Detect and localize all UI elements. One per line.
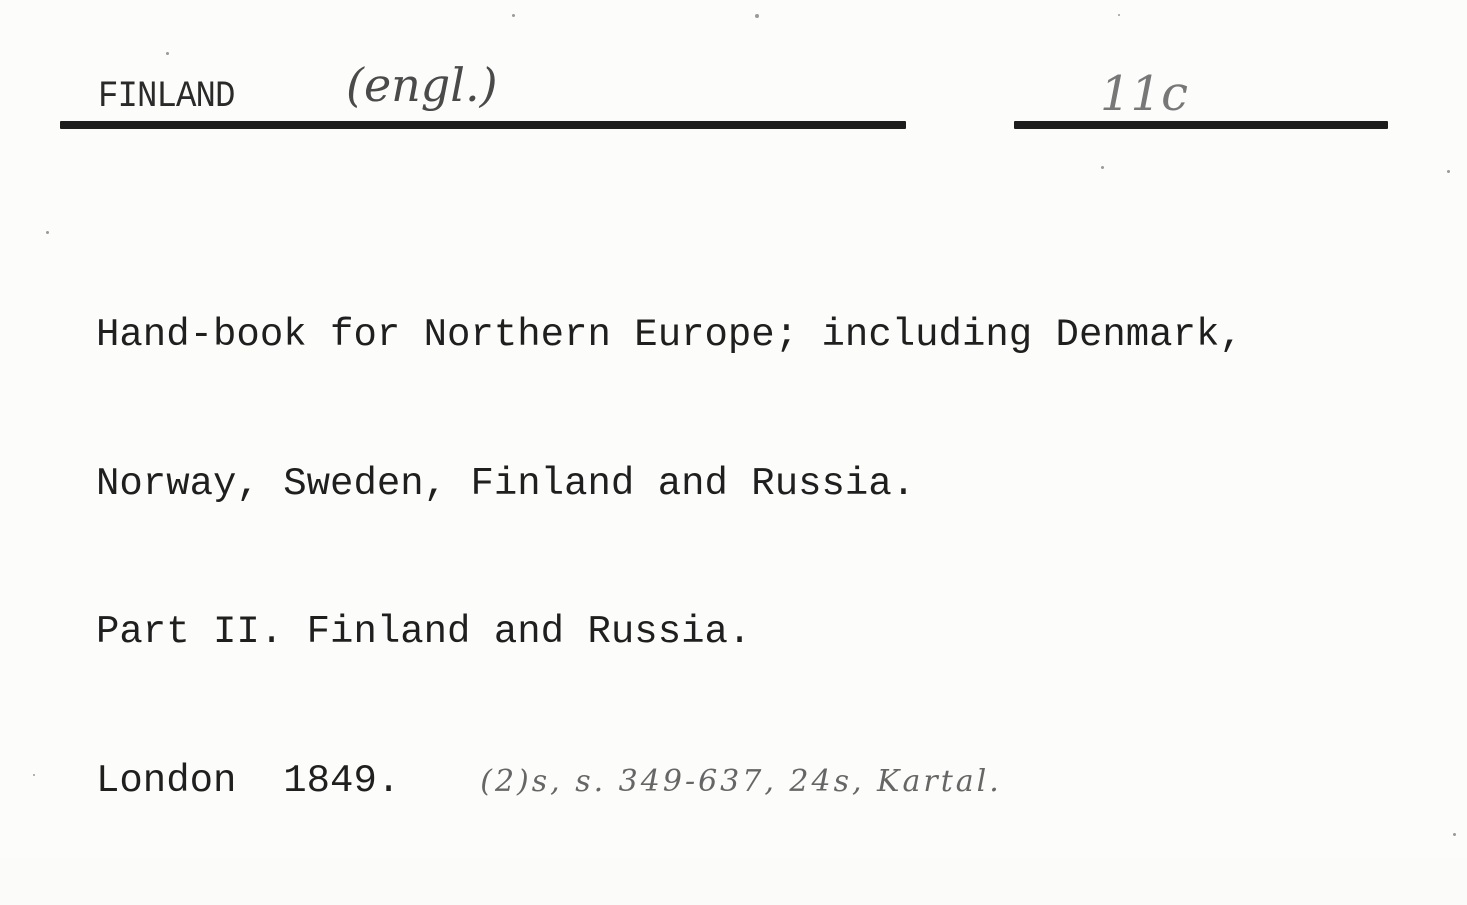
paper-speck	[512, 14, 515, 17]
imprint-row	[96, 757, 1243, 807]
heading-rule	[60, 121, 906, 129]
imprint: London 1849.	[96, 758, 401, 803]
card-heading: FINLAND	[98, 76, 235, 118]
paper-speck	[1453, 833, 1456, 836]
bibliographic-entry	[96, 212, 1243, 905]
paper-speck	[33, 774, 35, 776]
paper-speck	[46, 231, 49, 234]
handwritten-call-number: 11c	[1100, 66, 1188, 122]
paper-speck	[1101, 166, 1104, 169]
title-line: Norway, Sweden, Finland and Russia.	[96, 461, 916, 506]
title-line: Part II. Finland and Russia.	[96, 610, 752, 654]
paper-speck	[755, 14, 759, 18]
handwritten-collation-note: (2)s, s. 349-637, 24s, Kartal.	[480, 763, 1002, 799]
call-number-rule	[1014, 121, 1388, 129]
paper-speck	[1118, 14, 1120, 16]
title-line: Hand-book for Northern Europe; including Denmark,	[96, 313, 1243, 357]
paper-speck	[1447, 170, 1450, 173]
handwritten-language-note: (engl.)	[346, 58, 498, 112]
paper-speck	[166, 52, 169, 55]
